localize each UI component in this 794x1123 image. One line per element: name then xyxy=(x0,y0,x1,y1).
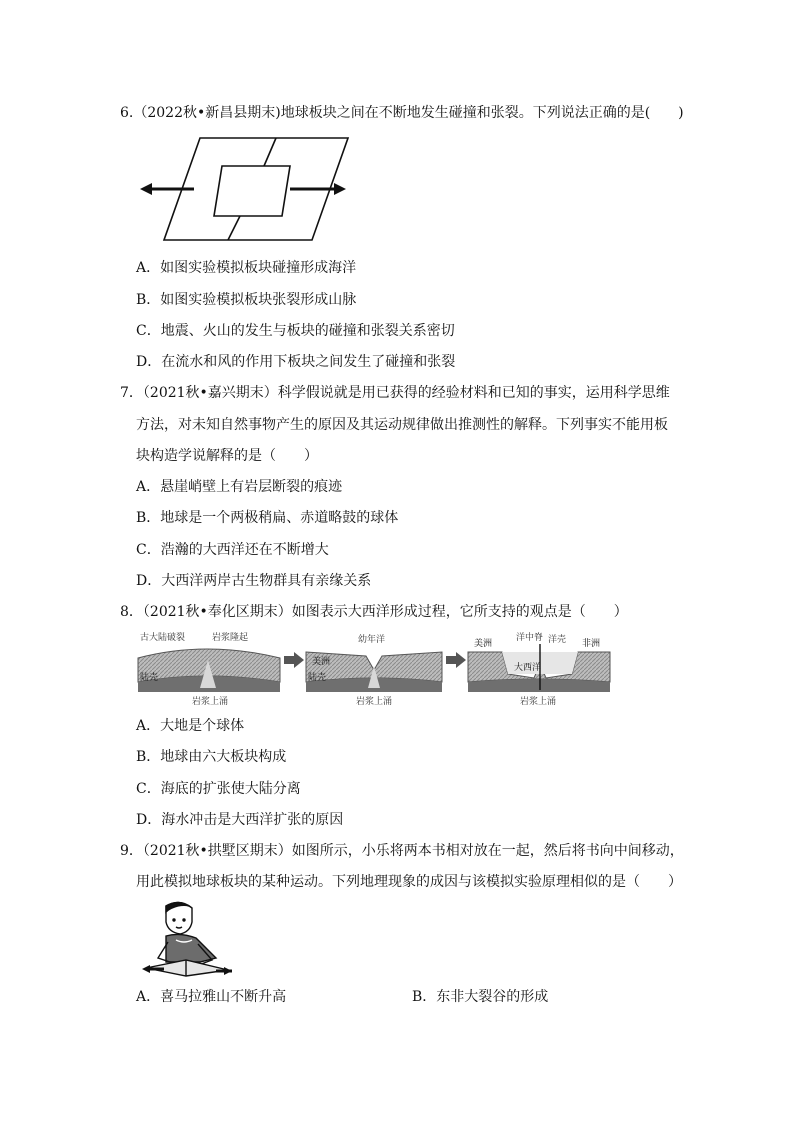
q8-p3-label-atlantic: 大西洋 xyxy=(514,663,542,673)
q8-panel-2 xyxy=(306,633,442,707)
q8-p1-label-uplift: 岩浆隆起 xyxy=(212,633,249,643)
q8-arrow-2 xyxy=(446,652,466,668)
q8-p3-label-ridge: 洋中脊 xyxy=(516,633,544,643)
q8-arrow-1 xyxy=(284,652,304,668)
q7-stem-line-3: 块构造学说解释的是（ ） xyxy=(136,448,318,464)
q6-option-c: C．地震、火山的发生与板块的碰撞和张裂关系密切 xyxy=(136,323,455,339)
q7-option-c: C．浩瀚的大西洋还在不断增大 xyxy=(136,542,329,558)
q6-option-a: A．如图实验模拟板块碰撞形成海洋 xyxy=(136,260,357,276)
q6-crack-bottom xyxy=(228,216,240,240)
q9-option-a: A．喜马拉雅山不断升高 xyxy=(136,989,287,1005)
q8-stem: 8．（2021秋•奉化区期末）如图表示大西洋形成过程，它所支持的观点是（ ） xyxy=(120,604,628,620)
q8-panel-3 xyxy=(468,631,610,707)
q7-stem-line-1: 7．（2021秋•嘉兴期末）科学假说就是用已获得的经验材料和已知的事实，运用科学思维 xyxy=(120,385,670,401)
q6-crack-top xyxy=(264,138,276,166)
q7-option-d: D．大西洋两岸古生物群具有亲缘关系 xyxy=(136,573,372,589)
q8-p2-label-young-ocean: 幼年洋 xyxy=(358,635,386,645)
q7-option-a: A．悬崖峭壁上有岩层断裂的痕迹 xyxy=(136,479,343,495)
q6-option-b: B．如图实验模拟板块张裂形成山脉 xyxy=(136,292,357,308)
q8-figure-atlantic-formation xyxy=(136,630,612,710)
q8-panel-1 xyxy=(138,631,280,707)
q8-p3-label-magma: 岩浆上涌 xyxy=(520,697,557,707)
q6-left-arrow xyxy=(140,183,194,195)
q6-inner-box xyxy=(214,166,290,216)
q7-option-b: B．地球是一个两极稍扁、赤道略鼓的球体 xyxy=(136,510,399,526)
q6-right-arrow xyxy=(290,183,346,195)
q6-option-d: D．在流水和风的作用下板块之间发生了碰撞和张裂 xyxy=(136,354,456,370)
q8-p3-label-africa: 非洲 xyxy=(582,639,601,649)
q6-figure-plate-model xyxy=(136,134,352,244)
q8-p2-label-america: 美洲 xyxy=(312,657,331,667)
q8-option-a: A．大地是个球体 xyxy=(136,718,245,734)
q8-p3-label-oceanic-crust: 洋壳 xyxy=(548,635,567,645)
q7-stem-line-2: 方法，对未知自然事物产生的原因及其运动规律做出推测性的解释。下列事实不能用板 xyxy=(136,417,668,433)
q8-option-b: B．地球由六大板块构成 xyxy=(136,749,287,765)
q9-stem-line-1: 9．（2021秋•拱墅区期末）如图所示，小乐将两本书相对放在一起，然后将书向中间移动， xyxy=(120,843,684,859)
q8-p1-label-crust: 陆壳 xyxy=(140,673,159,683)
q9-option-b: B．东非大裂谷的形成 xyxy=(412,989,549,1005)
q9-figure-boy-pushing-books xyxy=(136,900,246,980)
q8-p1-label-break: 古大陆破裂 xyxy=(140,633,186,643)
q9-stem-line-2: 用此模拟地球板块的某种运动。下列地理现象的成因与该模拟实验原理相似的是（ ） xyxy=(136,874,682,890)
q8-p3-label-america: 美洲 xyxy=(474,639,493,649)
q8-p2-label-magma: 岩浆上涌 xyxy=(356,697,393,707)
q8-option-d: D．海水冲击是大西洋扩张的原因 xyxy=(136,812,344,828)
q8-p1-label-magma: 岩浆上涌 xyxy=(192,697,229,707)
q8-p2-label-crust: 陆壳 xyxy=(308,673,327,683)
q6-stem: 6.（2022秋•新昌县期末)地球板块之间在不断地发生碰撞和张裂。下列说法正确的是( ) xyxy=(120,105,684,121)
q8-option-c: C．海底的扩张使大陆分离 xyxy=(136,781,301,797)
